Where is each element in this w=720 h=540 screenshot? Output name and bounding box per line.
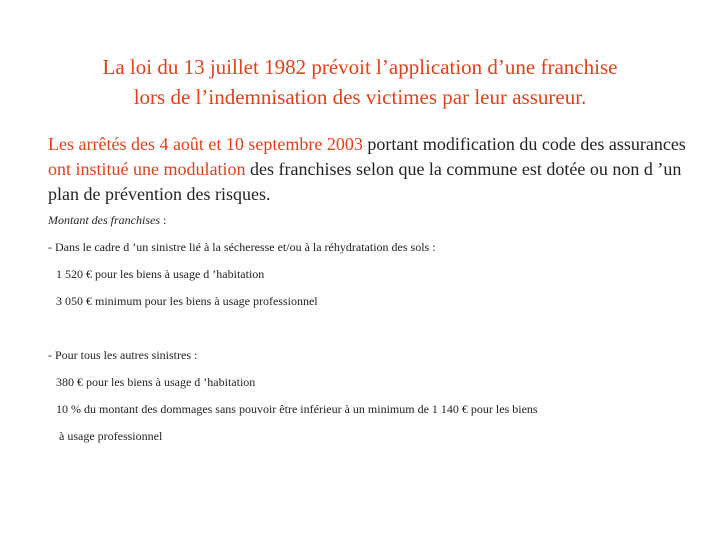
title-line-1: La loi du 13 juillet 1982 prévoit l’application d’une franchise bbox=[102, 55, 618, 79]
intro-modulation: ont institué une modulation bbox=[48, 159, 246, 179]
intro-text-end: des franchises selon que la commune est dotée ou non d ’un plan de prévention des risques. bbox=[48, 159, 682, 204]
title-line-2: lors de l’indemnisation des victimes par leur assureur. bbox=[133, 85, 587, 109]
franchises-heading-colon: : bbox=[160, 213, 167, 227]
autres-label: - Pour tous les autres sinistres : bbox=[48, 348, 198, 362]
secheresse-item-professionnel: 3 050 € minimum pour les biens à usage professionnel bbox=[56, 294, 318, 308]
autres-item-professionnel-cont: à usage professionnel bbox=[59, 429, 163, 443]
secheresse-label: - Dans le cadre d ’un sinistre lié à la sécheresse et/ou à la réhydratation des sols : bbox=[48, 240, 436, 254]
franchises-heading-label: Montant des franchises bbox=[48, 213, 160, 227]
intro-text: portant modification du code des assurances bbox=[362, 134, 686, 154]
intro-paragraph bbox=[48, 132, 688, 207]
page-title bbox=[40, 52, 680, 112]
autres-item-habitation: 380 € pour les biens à usage d ’habitation bbox=[56, 375, 256, 389]
intro-decree-dates: Les arrêtés des 4 août et 10 septembre 2003 bbox=[48, 134, 363, 154]
secheresse-item-habitation: 1 520 € pour les biens à usage d ’habitation bbox=[56, 267, 265, 281]
franchises-heading bbox=[48, 212, 166, 228]
autres-item-professionnel: 10 % du montant des dommages sans pouvoir être inférieur à un minimum de 1 140 € pour les biens bbox=[56, 402, 538, 416]
